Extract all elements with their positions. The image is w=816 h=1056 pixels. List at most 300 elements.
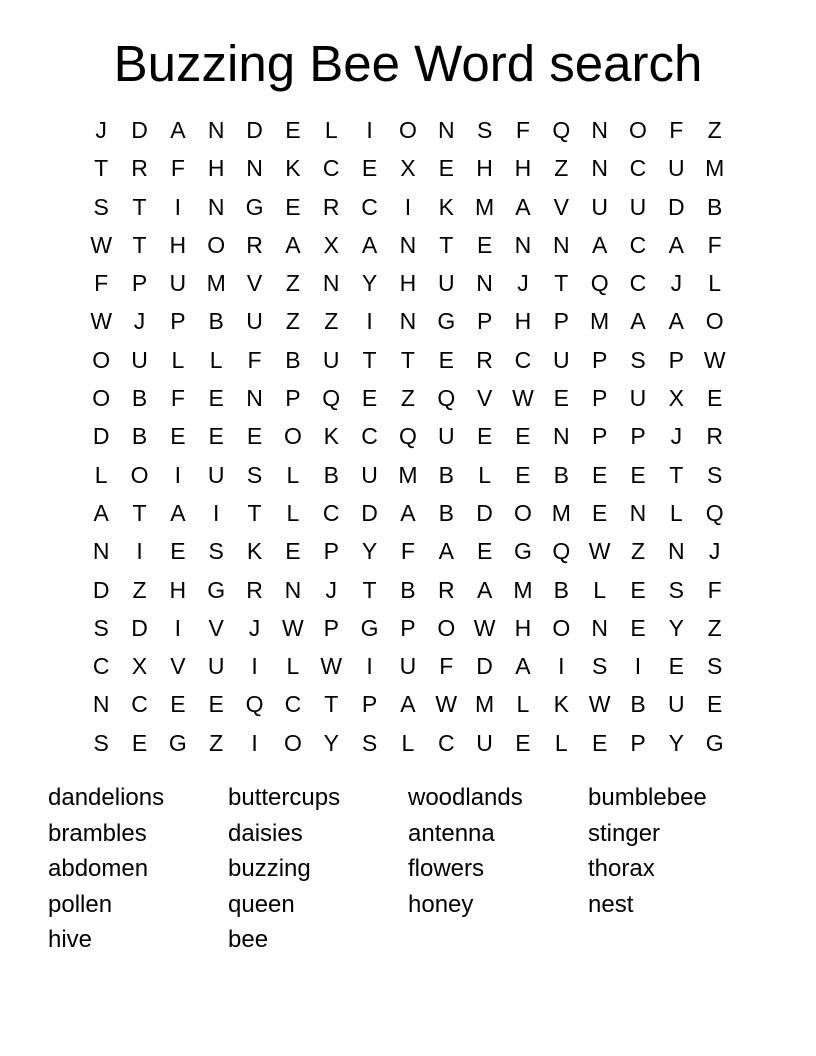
grid-letter: F xyxy=(170,385,185,412)
grid-letter: P xyxy=(323,538,339,565)
grid-letter: P xyxy=(668,346,684,373)
word-list-item: hive xyxy=(48,926,93,954)
grid-letter: I xyxy=(634,653,642,680)
grid-letter: P xyxy=(361,691,378,718)
grid-letter: F xyxy=(400,538,415,565)
word-list-item: woodlands xyxy=(408,784,523,811)
word-list-item: pollen xyxy=(48,890,113,918)
grid-letter: K xyxy=(246,538,263,565)
grid-letter: O xyxy=(705,308,724,335)
grid-letter: V xyxy=(476,385,493,412)
grid-letter: L xyxy=(324,117,338,143)
grid-letter: R xyxy=(246,231,263,258)
grid-letter: S xyxy=(591,653,608,680)
grid-letter: O xyxy=(92,385,111,412)
grid-letter: B xyxy=(707,193,723,220)
grid-letter: T xyxy=(94,155,109,182)
grid-letter: D xyxy=(668,193,685,220)
grid-letter: E xyxy=(707,691,723,718)
grid-letter: L xyxy=(209,346,223,373)
grid-letter: T xyxy=(554,270,569,297)
grid-row xyxy=(82,264,734,302)
grid-letter: O xyxy=(629,117,647,143)
grid-row xyxy=(82,532,734,570)
grid-letter: Y xyxy=(323,729,339,756)
grid-letter: K xyxy=(323,423,339,450)
grid-letter: J xyxy=(670,423,683,450)
grid-letter: T xyxy=(439,231,454,258)
grid-letter: H xyxy=(169,231,187,258)
grid-letter: D xyxy=(476,499,493,526)
grid-row xyxy=(82,302,734,340)
grid-letter: U xyxy=(629,385,647,412)
grid-letter: P xyxy=(476,308,493,335)
grid-letter: B xyxy=(323,461,339,488)
grid-letter: P xyxy=(630,729,646,756)
grid-letter: E xyxy=(591,461,608,488)
grid-letter: R xyxy=(476,346,493,373)
grid-letter: O xyxy=(437,614,456,641)
grid-letter: S xyxy=(361,729,378,756)
grid-letter: L xyxy=(94,461,108,488)
grid-letter: O xyxy=(398,117,417,143)
grid-letter: M xyxy=(513,576,533,603)
grid-row xyxy=(82,111,734,149)
grid-letter: I xyxy=(366,117,373,143)
grid-letter: T xyxy=(132,499,147,526)
grid-letter: U xyxy=(437,423,455,450)
grid-letter: W xyxy=(473,614,496,641)
grid-letter: U xyxy=(131,346,148,373)
grid-row xyxy=(82,149,734,187)
grid-letter: F xyxy=(170,155,185,182)
grid-letter: W xyxy=(512,385,534,412)
grid-letter: B xyxy=(553,576,569,603)
grid-letter: N xyxy=(207,193,225,220)
grid-letter: E xyxy=(361,155,378,182)
grid-letter: L xyxy=(669,499,683,526)
grid-letter: G xyxy=(207,576,226,603)
grid-letter: H xyxy=(514,155,532,182)
grid-letter: L xyxy=(708,270,722,297)
grid-letter: X xyxy=(400,155,416,182)
grid-letter: R xyxy=(437,576,455,603)
grid-letter: C xyxy=(361,423,378,450)
grid-letter: I xyxy=(213,499,220,526)
grid-letter: F xyxy=(669,117,684,143)
grid-letter: N xyxy=(399,231,417,258)
grid-letter: A xyxy=(170,499,186,526)
grid-letter: N xyxy=(668,538,685,565)
grid-letter: E xyxy=(553,385,569,412)
grid-letter: H xyxy=(514,614,532,641)
grid-letter: V xyxy=(553,193,569,220)
grid-letter: Q xyxy=(552,538,571,565)
grid-letter: E xyxy=(361,385,378,412)
grid-letter: J xyxy=(325,576,337,603)
grid-letter: N xyxy=(591,155,608,182)
grid-letter: P xyxy=(591,385,608,412)
grid-letter: E xyxy=(285,193,301,220)
word-list-item: queen xyxy=(228,890,295,918)
grid-letter: I xyxy=(251,653,258,680)
grid-letter: Q xyxy=(322,385,341,412)
grid-letter: F xyxy=(515,117,530,143)
grid-letter: H xyxy=(514,308,532,335)
grid-letter: C xyxy=(131,691,148,718)
grid-letter: E xyxy=(515,423,531,450)
grid-letter: J xyxy=(133,308,146,335)
word-list-item: dandelions xyxy=(48,784,165,811)
grid-letter: D xyxy=(131,117,148,143)
word-list-item: honey xyxy=(408,890,474,918)
grid-letter: W xyxy=(588,538,611,565)
grid-letter: E xyxy=(438,346,454,373)
grid-letter: N xyxy=(514,231,532,258)
grid-letter: O xyxy=(552,614,571,641)
grid-letter: E xyxy=(208,691,224,718)
grid-letter: A xyxy=(515,193,531,220)
grid-letter: S xyxy=(246,461,263,488)
grid-letter: B xyxy=(438,499,454,526)
letter-grid xyxy=(82,111,734,762)
grid-letter: E xyxy=(208,423,224,450)
grid-letter: H xyxy=(399,270,417,297)
grid-letter: Z xyxy=(132,576,147,603)
grid-letter: G xyxy=(360,614,379,641)
grid-letter: A xyxy=(361,231,378,258)
grid-letter: U xyxy=(668,691,685,718)
grid-row xyxy=(82,609,734,647)
grid-letter: S xyxy=(630,346,646,373)
grid-letter: C xyxy=(284,691,302,718)
grid-letter: U xyxy=(476,729,493,756)
grid-letter: I xyxy=(404,193,412,220)
grid-letter: N xyxy=(591,614,608,641)
grid-letter: D xyxy=(246,117,263,143)
grid-letter: F xyxy=(439,653,454,680)
grid-letter: Y xyxy=(361,270,378,297)
grid-letter: N xyxy=(437,117,455,143)
word-list-row xyxy=(48,851,808,887)
grid-letter: Z xyxy=(324,308,339,335)
grid-letter: E xyxy=(515,461,531,488)
grid-letter: R xyxy=(131,155,148,182)
word-list-row xyxy=(48,816,808,852)
grid-letter: S xyxy=(707,461,723,488)
word-list xyxy=(48,780,808,958)
grid-letter: S xyxy=(93,729,109,756)
grid-letter: U xyxy=(207,653,225,680)
grid-row xyxy=(82,226,734,264)
grid-row xyxy=(82,571,734,609)
grid-letter: E xyxy=(246,423,263,450)
grid-letter: Y xyxy=(361,538,378,565)
grid-letter: S xyxy=(668,576,684,603)
grid-letter: G xyxy=(437,308,456,335)
grid-letter: A xyxy=(93,499,109,526)
grid-letter: T xyxy=(324,691,339,718)
grid-letter: J xyxy=(517,270,529,297)
grid-letter: K xyxy=(285,155,301,182)
grid-letter: E xyxy=(707,385,723,412)
grid-letter: P xyxy=(591,423,608,450)
grid-letter: W xyxy=(282,614,304,641)
grid-letter: E xyxy=(170,423,186,450)
grid-letter: S xyxy=(707,653,723,680)
grid-letter: F xyxy=(94,270,109,297)
grid-letter: M xyxy=(398,461,418,488)
grid-letter: I xyxy=(558,653,565,680)
grid-letter: W xyxy=(703,346,726,373)
grid-row xyxy=(82,379,734,417)
grid-letter: A xyxy=(476,576,493,603)
grid-letter: E xyxy=(170,691,186,718)
grid-letter: N xyxy=(476,270,493,297)
grid-row xyxy=(82,494,734,532)
grid-letter: H xyxy=(169,576,187,603)
grid-letter: D xyxy=(92,423,110,450)
grid-letter: P xyxy=(323,614,339,641)
grid-letter: I xyxy=(174,193,182,220)
grid-letter: N xyxy=(92,691,110,718)
grid-letter: E xyxy=(285,538,301,565)
grid-letter: P xyxy=(630,423,646,450)
grid-letter: E xyxy=(630,614,646,641)
grid-letter: I xyxy=(366,308,373,335)
grid-letter: P xyxy=(553,308,569,335)
grid-letter: P xyxy=(400,614,416,641)
grid-letter: T xyxy=(400,346,415,373)
grid-letter: S xyxy=(208,538,224,565)
grid-letter: B xyxy=(285,346,301,373)
grid-letter: E xyxy=(591,499,608,526)
grid-letter: X xyxy=(668,385,684,412)
grid-letter: Z xyxy=(554,155,569,182)
grid-letter: U xyxy=(361,461,378,488)
grid-row xyxy=(82,456,734,494)
grid-letter: C xyxy=(361,193,378,220)
grid-letter: J xyxy=(248,614,261,641)
grid-letter: Y xyxy=(668,729,684,756)
grid-letter: U xyxy=(668,155,685,182)
grid-letter: Z xyxy=(630,538,646,565)
grid-letter: Z xyxy=(707,117,722,143)
grid-letter: L xyxy=(593,576,607,603)
grid-letter: B xyxy=(208,308,224,335)
grid-letter: C xyxy=(92,653,110,680)
grid-letter: T xyxy=(362,346,377,373)
grid-letter: N xyxy=(284,576,302,603)
grid-letter: E xyxy=(630,461,646,488)
grid-letter: U xyxy=(399,653,417,680)
grid-letter: A xyxy=(668,308,684,335)
grid-letter: E xyxy=(515,729,531,756)
grid-letter: W xyxy=(90,231,113,258)
grid-letter: W xyxy=(90,308,113,335)
grid-row xyxy=(82,417,734,455)
grid-letter: L xyxy=(286,461,300,488)
grid-letter: Z xyxy=(400,385,415,412)
grid-letter: D xyxy=(361,499,378,526)
grid-letter: R xyxy=(246,576,263,603)
grid-letter: F xyxy=(707,231,722,258)
grid-letter: M xyxy=(551,499,571,526)
grid-letter: O xyxy=(514,499,532,526)
grid-letter: H xyxy=(476,155,493,182)
grid-letter: O xyxy=(130,461,149,488)
grid-letter: E xyxy=(476,231,493,258)
word-list-item: bumblebee xyxy=(588,784,707,811)
grid-letter: Y xyxy=(668,614,684,641)
grid-letter: N xyxy=(246,385,263,412)
grid-letter: A xyxy=(630,308,646,335)
grid-letter: A xyxy=(170,117,186,143)
grid-letter: G xyxy=(245,193,264,220)
grid-letter: X xyxy=(131,653,148,680)
grid-letter: D xyxy=(476,653,493,680)
grid-letter: E xyxy=(131,729,148,756)
grid-letter: V xyxy=(246,270,263,297)
grid-letter: B xyxy=(131,423,148,450)
grid-letter: J xyxy=(95,117,107,143)
grid-letter: C xyxy=(437,729,455,756)
grid-letter: C xyxy=(322,155,340,182)
grid-letter: M xyxy=(475,193,495,220)
grid-letter: I xyxy=(366,653,373,680)
page-title: Buzzing Bee Word search xyxy=(113,35,703,92)
grid-letter: G xyxy=(168,729,187,756)
grid-letter: T xyxy=(132,193,147,220)
grid-letter: I xyxy=(251,729,258,756)
grid-letter: S xyxy=(93,614,109,641)
grid-letter: O xyxy=(207,231,226,258)
grid-letter: L xyxy=(401,729,415,756)
grid-letter: N xyxy=(399,308,417,335)
grid-letter: L xyxy=(478,461,491,488)
grid-letter: O xyxy=(283,423,302,450)
word-list-item: abdomen xyxy=(48,855,149,883)
grid-letter: C xyxy=(322,499,340,526)
grid-letter: A xyxy=(668,231,684,258)
grid-row xyxy=(82,724,734,762)
grid-row xyxy=(82,647,734,685)
grid-letter: V xyxy=(208,614,224,641)
grid-letter: C xyxy=(514,346,532,373)
grid-letter: U xyxy=(629,193,647,220)
grid-letter: L xyxy=(171,346,185,373)
grid-letter: E xyxy=(170,538,186,565)
grid-letter: L xyxy=(516,691,530,718)
grid-letter: W xyxy=(588,691,611,718)
grid-letter: A xyxy=(515,653,531,680)
grid-letter: T xyxy=(247,499,262,526)
word-list-item: stinger xyxy=(588,819,661,847)
grid-row xyxy=(82,188,734,226)
grid-letter: P xyxy=(285,385,301,412)
grid-letter: E xyxy=(668,653,684,680)
grid-row xyxy=(82,685,734,723)
grid-letter: Z xyxy=(285,270,300,297)
grid-letter: B xyxy=(438,461,454,488)
word-list-item: flowers xyxy=(408,855,485,883)
grid-letter: B xyxy=(630,691,646,718)
grid-letter: P xyxy=(591,346,608,373)
grid-letter: R xyxy=(706,423,723,450)
grid-letter: A xyxy=(591,231,608,258)
grid-letter: A xyxy=(438,538,454,565)
grid-letter: E xyxy=(591,729,608,756)
grid-letter: T xyxy=(132,231,147,258)
grid-letter: M xyxy=(206,270,226,297)
grid-letter: C xyxy=(629,270,647,297)
grid-letter: P xyxy=(131,270,148,297)
grid-letter: Z xyxy=(209,729,224,756)
grid-letter: E xyxy=(630,576,646,603)
word-list-item: buzzing xyxy=(228,855,311,883)
grid-letter: L xyxy=(554,729,568,756)
word-list-item: buttercups xyxy=(228,784,341,811)
grid-letter: Z xyxy=(707,614,722,641)
grid-letter: A xyxy=(400,499,416,526)
grid-letter: Q xyxy=(437,385,456,412)
grid-letter: U xyxy=(169,270,187,297)
grid-letter: C xyxy=(629,155,647,182)
grid-letter: G xyxy=(514,538,532,565)
grid-letter: O xyxy=(92,346,111,373)
grid-letter: T xyxy=(669,461,684,488)
grid-letter: S xyxy=(93,193,109,220)
grid-letter: G xyxy=(705,729,724,756)
grid-letter: L xyxy=(286,653,300,680)
grid-letter: U xyxy=(437,270,455,297)
grid-letter: U xyxy=(246,308,263,335)
grid-letter: N xyxy=(552,231,570,258)
word-list-item: bee xyxy=(228,926,269,954)
grid-letter: E xyxy=(476,423,493,450)
grid-letter: C xyxy=(629,231,647,258)
grid-letter: N xyxy=(92,538,110,565)
grid-letter: J xyxy=(670,270,683,297)
grid-letter: T xyxy=(362,576,377,603)
grid-letter: S xyxy=(476,117,493,143)
grid-letter: Q xyxy=(705,499,724,526)
grid-letter: N xyxy=(322,270,340,297)
grid-letter: E xyxy=(285,117,301,143)
grid-letter: M xyxy=(475,691,495,718)
grid-letter: B xyxy=(131,385,148,412)
grid-letter: R xyxy=(322,193,340,220)
grid-letter: P xyxy=(170,308,186,335)
grid-letter: M xyxy=(590,308,610,335)
grid-letter: L xyxy=(286,499,300,526)
grid-letter: N xyxy=(552,423,570,450)
grid-letter: I xyxy=(174,614,182,641)
grid-letter: K xyxy=(438,193,454,220)
grid-letter: E xyxy=(208,385,224,412)
grid-row xyxy=(82,341,734,379)
grid-letter: W xyxy=(320,653,343,680)
grid-letter: W xyxy=(435,691,458,718)
grid-letter: H xyxy=(207,155,225,182)
grid-letter: E xyxy=(476,538,493,565)
grid-letter: K xyxy=(553,691,569,718)
grid-letter: A xyxy=(400,691,416,718)
grid-letter: U xyxy=(552,346,570,373)
grid-letter: Q xyxy=(552,117,571,143)
grid-letter: N xyxy=(207,117,225,143)
grid-letter: N xyxy=(246,155,263,182)
